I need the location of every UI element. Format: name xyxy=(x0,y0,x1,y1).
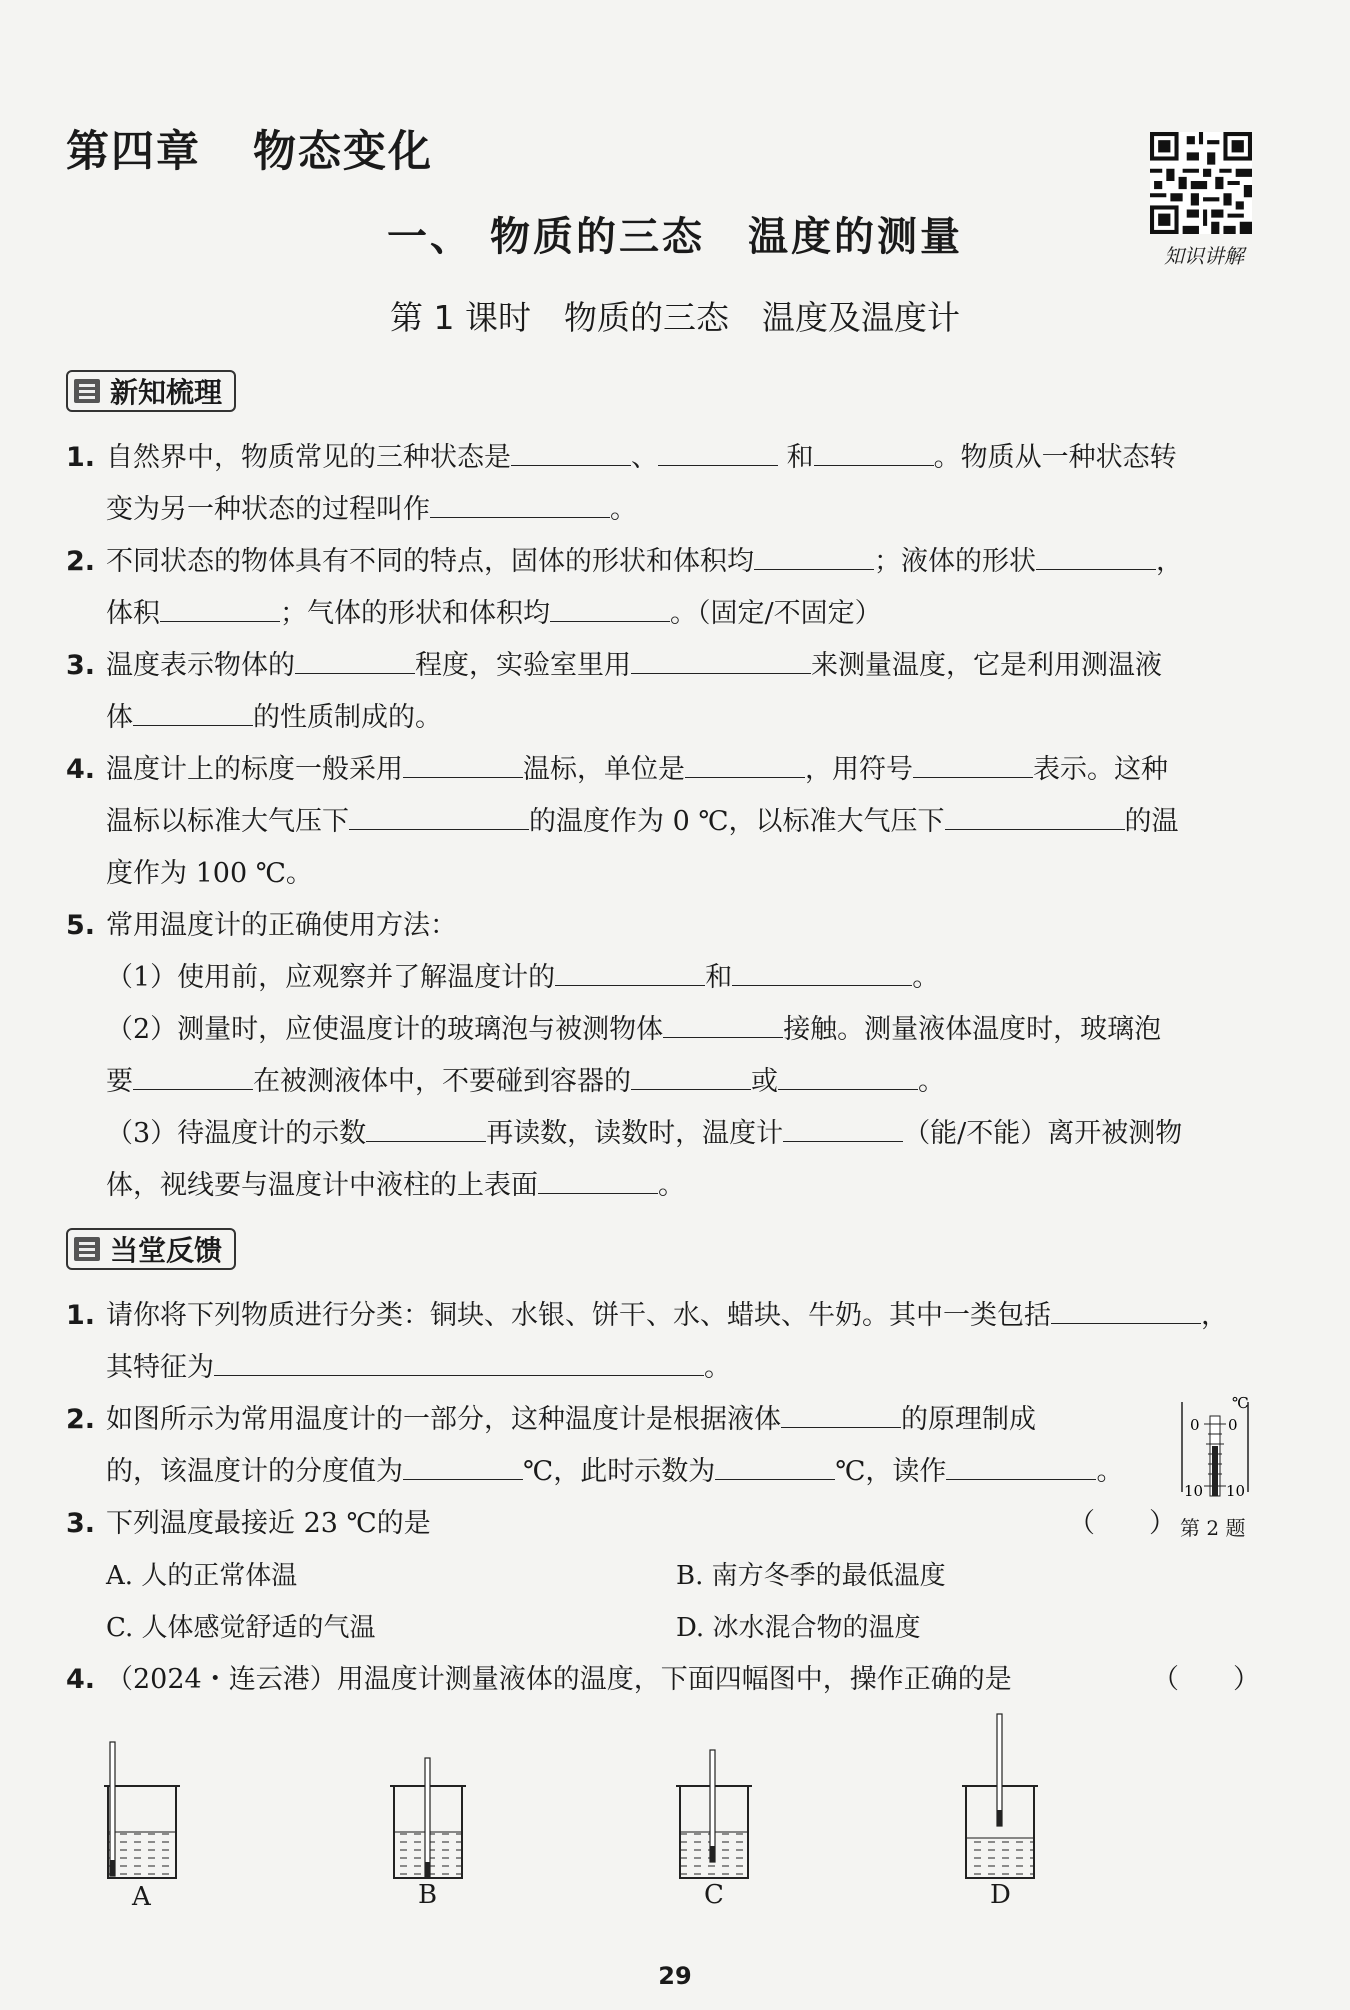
answer-paren-f4[interactable]: （ ） xyxy=(1152,1664,1260,1695)
fig-unit: ℃ xyxy=(1232,1394,1249,1412)
question-k1: 1. 自然界中，物质常见的三种状态是 、 和 。物质从一种状态转 变为另一种状态的过程叫作 。 xyxy=(66,432,1256,536)
beaker-d[interactable] xyxy=(962,1714,1038,1878)
blank[interactable] xyxy=(133,695,253,726)
blank[interactable] xyxy=(214,1345,704,1376)
question-k4: 4. 温度计上的标度一般采用 温标，单位是 ，用符号 表示。这种 温标以标准大气压下 的温度作为 0 ℃，以标准大气压下 的温 度作为 100 ℃。 xyxy=(66,744,1256,900)
question-k3: 3. 温度表示物体的 程度，实验室里用 来测量温度，它是利用测温液 体 的性质制成的。 xyxy=(66,640,1256,744)
fig-tick-10-left: 10 xyxy=(1184,1482,1204,1500)
option-a[interactable]: A. 人的正常体温 xyxy=(106,1561,298,1591)
figure-label-c: C xyxy=(704,1880,724,1910)
blank[interactable] xyxy=(631,1059,751,1090)
question-f3: 3. 下列温度最接近 23 ℃的是 A. 人的正常体温 B. 南方冬季的最低温度 C. 人体感觉舒适的气温 D. 冰水混合物的温度 xyxy=(66,1498,1256,1654)
blank[interactable] xyxy=(403,747,523,778)
blank[interactable] xyxy=(658,435,778,466)
blank[interactable] xyxy=(783,1111,903,1142)
question-f4: 4. （2024・连云港）用温度计测量液体的温度，下面四幅图中，操作正确的是 xyxy=(66,1664,1012,1695)
blank[interactable] xyxy=(555,955,705,986)
option-d[interactable]: D. 冰水混合物的温度 xyxy=(676,1613,921,1643)
option-b[interactable]: B. 南方冬季的最低温度 xyxy=(676,1561,946,1591)
answer-paren-f3[interactable]: （ ） xyxy=(1068,1508,1176,1539)
blank[interactable] xyxy=(1051,1293,1201,1324)
section-tag-feedback: 当堂反馈 xyxy=(66,1228,236,1270)
blank[interactable] xyxy=(511,435,631,466)
beaker-a[interactable] xyxy=(104,1742,180,1878)
fig-tick-0-left: 0 xyxy=(1190,1416,1200,1434)
figure-label-d: D xyxy=(990,1880,1011,1910)
blank[interactable] xyxy=(778,1059,918,1090)
thermometer-figure xyxy=(1170,1394,1258,1500)
pencil-note-icon xyxy=(74,1237,100,1261)
blank[interactable] xyxy=(366,1111,486,1142)
blank[interactable] xyxy=(631,643,811,674)
blank[interactable] xyxy=(814,435,934,466)
beaker-c[interactable] xyxy=(676,1750,752,1878)
blank[interactable] xyxy=(946,1449,1096,1480)
notebook-icon xyxy=(74,379,100,403)
lesson-title: 第 1 课时 物质的三态 温度及温度计 xyxy=(390,298,960,337)
blank[interactable] xyxy=(732,955,912,986)
question-k5: 5. 常用温度计的正确使用方法： （1）使用前，应观察并了解温度计的 和 。 （2）测量时，应使温度计的玻璃泡与被测物体 接触。测量液体温度时，玻璃泡 要 在被测液体中，不要碰到容器的 或 。 （3）待温度计的示数 再读数，读数时，温度计 （能/不能）离开被测物 体，视线要与温度计中液柱的上表面 。 xyxy=(66,910,1183,1201)
blank[interactable] xyxy=(1036,539,1156,570)
question-f2: 2. 如图所示为常用温度计的一部分，这种温度计是根据液体 的原理制成 的，该温度计的分度值为 ℃，此时示数为 ℃，读作 。 xyxy=(66,1394,1176,1498)
blank[interactable] xyxy=(538,1163,658,1194)
question-f1: 1. 请你将下列物质进行分类：铜块、水银、饼干、水、蜡块、牛奶。其中一类包括 ， 其特征为 。 xyxy=(66,1290,1256,1394)
beaker-b[interactable] xyxy=(390,1758,466,1878)
fig-tick-0-right: 0 xyxy=(1228,1416,1238,1434)
fig-tick-10-right: 10 xyxy=(1226,1482,1246,1500)
blank[interactable] xyxy=(349,799,529,830)
page-number: 29 xyxy=(658,1962,692,1990)
blank[interactable] xyxy=(685,747,805,778)
blank[interactable] xyxy=(663,1007,783,1038)
blank[interactable] xyxy=(295,643,415,674)
blank[interactable] xyxy=(133,1059,253,1090)
blank[interactable] xyxy=(945,799,1125,830)
figure-caption: 第 2 题 xyxy=(1180,1516,1246,1540)
blank[interactable] xyxy=(403,1449,523,1480)
chapter-title: 第四章 物态变化 xyxy=(66,127,433,177)
blank[interactable] xyxy=(913,747,1033,778)
figure-label-a: A xyxy=(132,1882,151,1912)
blank[interactable] xyxy=(550,591,670,622)
blank[interactable] xyxy=(430,487,610,518)
figure-label-b: B xyxy=(418,1880,438,1910)
blank[interactable] xyxy=(781,1397,901,1428)
section-tag-new-knowledge: 新知梳理 xyxy=(66,370,236,412)
qr-label: 知识讲解 xyxy=(1164,244,1244,268)
section-title: 一、 物质的三态 温度的测量 xyxy=(387,214,963,260)
blank[interactable] xyxy=(754,539,874,570)
question-k2: 2. 不同状态的物体具有不同的特点，固体的形状和体积均 ；液体的形状 ， 体积 ；气体的形状和体积均 。（固定/不固定） xyxy=(66,536,1256,640)
blank[interactable] xyxy=(715,1449,835,1480)
option-c[interactable]: C. 人体感觉舒适的气温 xyxy=(106,1613,376,1643)
blank[interactable] xyxy=(160,591,280,622)
